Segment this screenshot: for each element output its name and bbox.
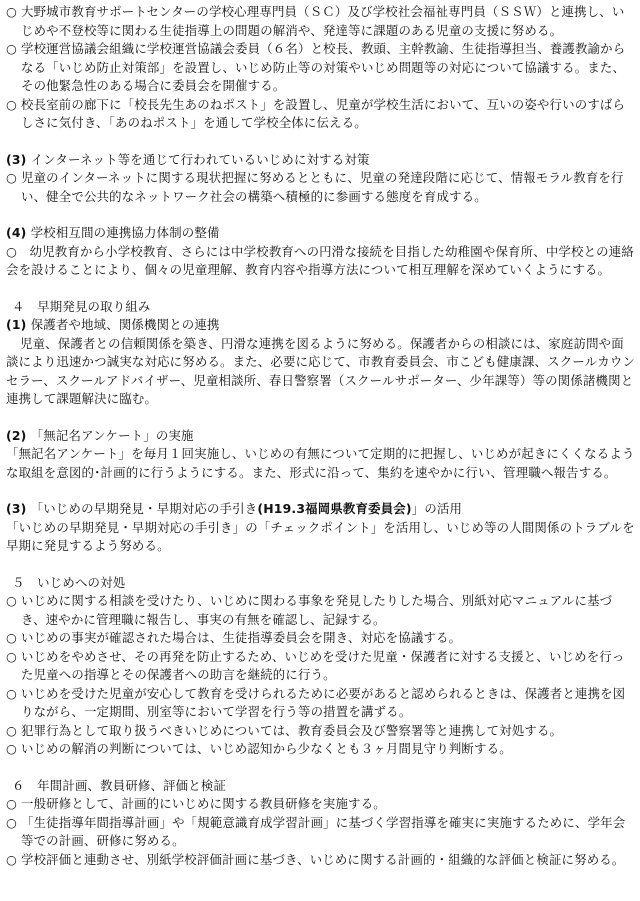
list-item-text: いじめに関する相談を受けたり、いじめに関わる事象を発見したりした場合、別紙対応マニュアルに基づき、速やかに管理職に報告し、事実の有無を確認し、記録する。 [21,593,613,627]
list-item [6,40,636,96]
list-item-text: 一般研修として、計画的にいじめに関する教員研修を実施する。 [21,796,386,811]
section-number: (3) [6,151,27,167]
section-number: (4) [6,225,27,240]
list-item [6,814,636,851]
section-title-source: (H19.3福岡県教育委員会) [257,501,412,516]
subsection-4-1-heading [6,316,636,335]
list-item [6,96,636,133]
bullet-mark: ○ [6,685,18,701]
subsection-4-1-text [6,335,636,409]
bullet-mark: ○ [6,593,18,608]
bullet-mark: ○ [6,851,18,867]
section-number: (3) [6,501,27,516]
document-page [6,3,636,869]
section-number: (2) [6,427,27,443]
list-item [6,592,636,629]
list-item-text: 児童のインターネットに関する現状把握に努めるとともに、児童の発達段階に応じて、情報モラル教育を行い、健全で公共的なネットワーク社会の構築へ積極的に参画する態度を育成する。 [21,170,624,204]
bullet-mark: ○ [6,41,18,56]
section-title-tail: 」の活用 [411,501,463,516]
chapter-4-heading: ４ 早期発見の取り組み [12,298,151,314]
section-title: 「いじめの早期発見・早期対応の手引き [30,501,258,516]
subsection-4-2-text: 「無記名アンケート」を毎月１回実施し、いじめの有無について定期的に把握し、いじめが起きにくくなるような取組を意図的･計画的に行うようにする。また、形式に沿って、集約を速やかに行い、管理職へ報告する。 [6,446,635,480]
bullet-mark: ○ [6,630,18,645]
bullet-mark: ○ [6,741,18,756]
section-title: 「無記名アンケート」の実施 [30,427,194,443]
list-item-text: 学校運営協議会組織に学校運営協議会委員（６名）と校長、教頭、主幹教諭、生徒指導担当、養護教諭からなる「いじめ防止対策部」を設置し、いじめ防止等の対策やいじめ問題等の対応について協議する。また、その他緊急性のある場合に委員会を開催する。 [21,41,626,93]
list-item [6,851,636,870]
section-4-heading [6,224,636,243]
list-item-text: 犯罪行為として取り扱うべきいじめについては、教育委員会及び警察署等と連携して対処する。 [21,722,563,738]
section-title: 保護者や地域、関係機関との連携 [30,317,220,332]
list-item [6,169,636,206]
list-item-text: いじめを受けた児童が安心して教育を受けられるために必要があると認められるときは、保護者と連携を図りながら、一定期間、別室等において学習を行う等の措置を講ずる。 [21,685,626,719]
subsection-4-2-heading [6,427,636,446]
list-item-text: いじめの事実が確認された場合は、生徒指導委員会を開き、対応を協議する。 [21,630,462,645]
chapter-6-list [6,795,636,869]
subsection-4-3-heading [6,500,636,519]
list-item [6,722,636,741]
section-title: インターネット等を通じて行われているいじめに対する対策 [30,151,370,167]
section-4-text: ○ 幼児教育から小学校教育、さらには中学校教育への円滑な接続を目指した幼稚園や保育所、中学校との連絡会を設けることにより、個々の児童理解、教育内容や指導方法について相互理解を深めていくようにする。 [6,243,634,277]
section-3-heading [6,151,636,170]
bullet-mark: ○ [6,796,18,811]
list-item-text: 「生徒指導年間指導計画」や「規範意識育成学習計画」に基づく学習指導を確実に実施するために、学年会等での計画、研修に努める。 [21,814,626,848]
list-item-text: いじめの解消の判断については、いじめ認知から少なくとも３ヶ月間見守り判断する。 [21,741,512,756]
bullet-mark: ○ [6,4,18,19]
subsection-4-3-text: 「いじめの早期発見・早期対応の手引き」の「チェックポイント」を活用し、いじめ等の人間関係のトラブルを早期に発見するよう努める。 [6,519,635,553]
intro-list [6,3,636,133]
list-item-text: 校長室前の廊下に「校長先生あのねポスト」を設置し、児童が学校生活において、互いの姿や行いのすばらしさに気付き、「あのねポスト」を通して学校全体に伝える。 [21,96,626,130]
paragraph-text: 児童、保護者との信頼関係を築き、円滑な連携を図るように努める。保護者からの相談には、家庭訪問や面談により迅速かつ誠実な対応に努める。また、必要に応じて、市教育委員会、市こども健康課、スクールカウンセラー、スクールアドバイザー、児童相談所、春日警察署（スクールサポーター、少年課等）等の関係諸機関と連携して課題解決に臨む。 [6,335,636,406]
section-number: (1) [6,317,27,332]
bullet-mark: ○ [6,96,18,112]
bullet-mark: ○ [6,722,18,738]
list-item-text: 大野城市教育サポートセンターの学校心理専門員（ＳＣ）及び学校社会福祉専門員（ＳＳＷ）と連携し、いじめや不登校等に関わる生徒指導上の問題の解消や、発達等に課題のある児童の支援に努める。 [21,4,625,38]
list-item [6,648,636,685]
list-item [6,740,636,759]
bullet-mark: ○ [6,648,18,664]
chapter-5-heading: ５ いじめへの対処 [12,574,126,590]
list-item [6,795,636,814]
list-item [6,3,636,40]
chapter-6-heading: ６ 年間計画、教員研修、評価と検証 [12,777,227,793]
list-item-text: 学校評価と連動させ、別紙学校評価計画に基づき、いじめに関する計画的・組織的な評価と検証に努める。 [21,851,625,867]
bullet-mark: ○ [6,170,18,185]
section-title: 学校相互間の連携協力体制の整備 [30,225,220,240]
list-item [6,685,636,722]
bullet-mark: ○ [6,814,18,830]
list-item [6,629,636,648]
chapter-5-list [6,592,636,759]
list-item-text: いじめをやめさせ、その再発を防止するため、いじめを受けた児童・保護者に対する支援と、いじめを行った児童への指導とその保護者への助言を継続的に行う。 [21,648,625,682]
